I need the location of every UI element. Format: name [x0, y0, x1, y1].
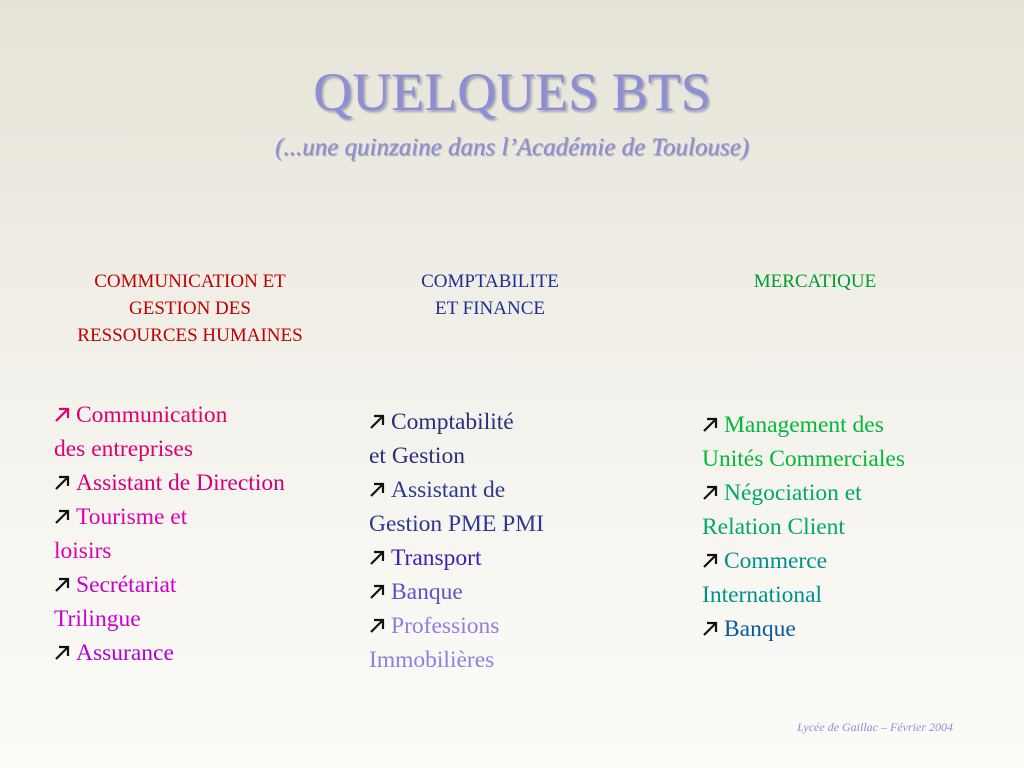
bts-item-line [369, 609, 544, 643]
footer-credit: Lycée de Gaillac – Février 2004 [797, 720, 953, 734]
bts-item [369, 541, 544, 575]
bts-item [369, 575, 544, 609]
slide-title: QUELQUES BTS [313, 62, 711, 122]
bts-item-line [54, 602, 285, 636]
bts-item-line [702, 544, 905, 578]
bts-item [369, 405, 544, 473]
bts-item [702, 544, 905, 612]
bts-item [54, 500, 285, 568]
bts-item-line [702, 476, 905, 510]
bts-item-text: Secrétariat [76, 572, 177, 598]
bts-item-text: loisirs [54, 538, 112, 564]
bts-item-line [54, 636, 285, 670]
bts-item-text: Immobilières [369, 647, 495, 673]
arrow-up-right-icon [702, 485, 718, 501]
bts-item-text: Commerce [724, 548, 828, 574]
bts-item-text: Management des [724, 412, 884, 438]
bts-item-text: Tourisme et [76, 504, 188, 530]
bts-item [54, 636, 285, 670]
column-heading-line: COMPTABILITE [421, 271, 559, 292]
bts-item [369, 473, 544, 541]
bts-item-text: Comptabilité [391, 409, 514, 435]
arrow-up-right-icon [54, 475, 70, 491]
bts-list-comptabilite [369, 405, 544, 677]
bts-item-line [54, 432, 285, 466]
bts-item-line [369, 439, 544, 473]
bts-item-line [369, 643, 544, 677]
arrow-up-right-icon [54, 577, 70, 593]
bts-item-line [54, 500, 285, 534]
arrow-up-right-icon [54, 509, 70, 525]
column-heading-mercatique [700, 268, 930, 295]
arrow-up-right-icon [54, 645, 70, 661]
bts-item-line [54, 534, 285, 568]
bts-list-communication [54, 398, 285, 670]
bts-item-text: des entreprises [54, 436, 193, 462]
bts-item-text: Unités Commerciales [702, 446, 905, 472]
bts-item-line [369, 473, 544, 507]
bts-item-line [54, 568, 285, 602]
bts-item-line [702, 612, 905, 646]
bts-item [54, 466, 285, 500]
arrow-up-right-icon [702, 553, 718, 569]
slide-subtitle: (...une quinzaine dans l’Académie de Toulouse) [275, 134, 749, 161]
bts-item-text: Professions [391, 613, 500, 639]
bts-item-text: International [702, 582, 823, 608]
bts-item [369, 609, 544, 677]
arrow-up-right-icon [369, 618, 385, 634]
bts-item-text: et Gestion [369, 443, 465, 469]
arrow-up-right-icon [369, 414, 385, 430]
bts-item-line [369, 405, 544, 439]
bts-item-text: Assurance [76, 640, 174, 666]
bts-item [702, 408, 905, 476]
bts-item-line [369, 541, 544, 575]
column-heading-line: RESSOURCES HUMAINES [77, 325, 303, 346]
arrow-up-right-icon [54, 407, 70, 423]
bts-item-text: Banque [724, 616, 796, 642]
bts-item-line [369, 507, 544, 541]
bts-list-mercatique [702, 408, 905, 646]
column-heading-line: COMMUNICATION ET [94, 271, 286, 292]
column-heading-line: GESTION DES [129, 298, 251, 319]
bts-item [54, 568, 285, 636]
bts-item-text: Négociation et [724, 480, 862, 506]
bts-item-text: Banque [391, 579, 463, 605]
bts-item [54, 398, 285, 466]
arrow-up-right-icon [369, 584, 385, 600]
arrow-up-right-icon [369, 482, 385, 498]
bts-item-text: Assistant de Direction [76, 470, 285, 496]
column-heading-communication [40, 268, 340, 349]
bts-item-line [702, 510, 905, 544]
bts-item [702, 476, 905, 544]
bts-item-text: Communication [76, 402, 228, 428]
bts-item-line [702, 442, 905, 476]
bts-item-text: Assistant de [391, 477, 506, 503]
arrow-up-right-icon [702, 417, 718, 433]
bts-item-line [54, 398, 285, 432]
bts-item-text: Gestion PME PMI [369, 511, 544, 537]
bts-item-text: Trilingue [54, 606, 141, 632]
bts-item [702, 612, 905, 646]
arrow-up-right-icon [369, 550, 385, 566]
bts-item-line [702, 578, 905, 612]
bts-item-text: Relation Client [702, 514, 845, 540]
bts-item-line [369, 575, 544, 609]
bts-item-text: Transport [391, 545, 482, 571]
arrow-up-right-icon [702, 621, 718, 637]
column-heading-line: MERCATIQUE [753, 271, 877, 292]
bts-item-line [54, 466, 285, 500]
bts-item-line [702, 408, 905, 442]
column-heading-line: ET FINANCE [435, 298, 545, 319]
column-heading-comptabilite [370, 268, 610, 322]
